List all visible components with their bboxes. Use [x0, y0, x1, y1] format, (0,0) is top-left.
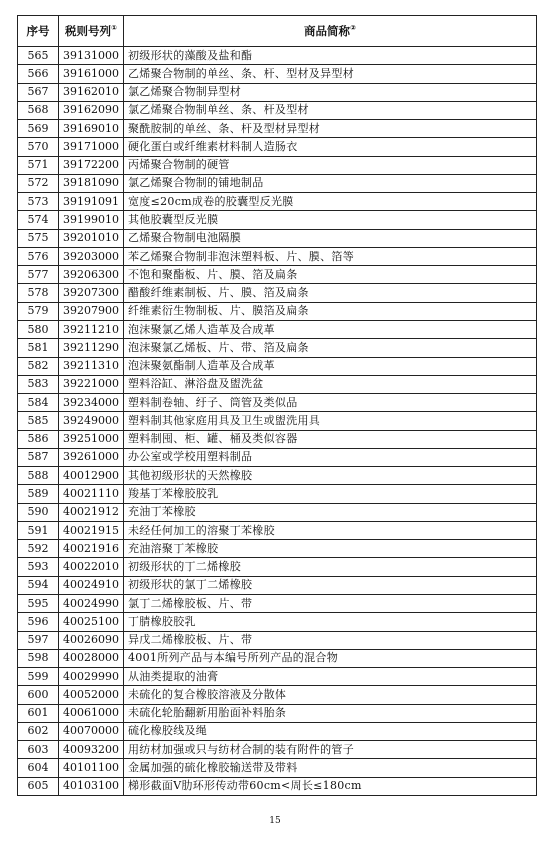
cell-tariff-code: 39162090: [59, 101, 124, 119]
cell-serial-number: 566: [18, 65, 59, 83]
header-tariff-code: 税则号列①: [59, 16, 124, 47]
cell-tariff-code: 40029990: [59, 668, 124, 686]
cell-serial-number: 567: [18, 83, 59, 101]
cell-tariff-code: 39211210: [59, 320, 124, 338]
cell-product-name: 金属加强的硫化橡胶输送带及带料: [124, 759, 537, 777]
cell-serial-number: 603: [18, 741, 59, 759]
table-row: [18, 211, 537, 229]
cell-tariff-code: 40070000: [59, 722, 124, 740]
cell-tariff-code: 39191091: [59, 193, 124, 211]
table-row: [18, 430, 537, 448]
cell-serial-number: 571: [18, 156, 59, 174]
header-product-name: 商品简称②: [124, 16, 537, 47]
cell-tariff-code: 39251000: [59, 430, 124, 448]
table-row: [18, 83, 537, 101]
cell-serial-number: 595: [18, 594, 59, 612]
cell-product-name: 丁腈橡胶胶乳: [124, 613, 537, 631]
cell-serial-number: 584: [18, 394, 59, 412]
table-row: [18, 302, 537, 320]
cell-product-name: 办公室或学校用塑料制品: [124, 448, 537, 466]
cell-tariff-code: 39211290: [59, 339, 124, 357]
cell-product-name: 羧基丁苯橡胶胶乳: [124, 485, 537, 503]
cell-product-name: 乙烯聚合物制的单丝、条、杆、型材及异型材: [124, 65, 537, 83]
cell-product-name: 泡沫聚氨酯制人造革及合成革: [124, 357, 537, 375]
cell-tariff-code: 39131000: [59, 47, 124, 65]
table-row: [18, 357, 537, 375]
cell-product-name: 初级形状的藻酸及盐和酯: [124, 47, 537, 65]
cell-tariff-code: 39261000: [59, 448, 124, 466]
cell-tariff-code: 40101100: [59, 759, 124, 777]
cell-serial-number: 580: [18, 320, 59, 338]
table-row: [18, 448, 537, 466]
cell-product-name: 宽度≤20cm成卷的胶囊型反光膜: [124, 193, 537, 211]
table-row: [18, 320, 537, 338]
cell-serial-number: 590: [18, 503, 59, 521]
table-row: [18, 649, 537, 667]
cell-serial-number: 565: [18, 47, 59, 65]
cell-serial-number: 602: [18, 722, 59, 740]
cell-serial-number: 587: [18, 448, 59, 466]
cell-serial-number: 570: [18, 138, 59, 156]
cell-product-name: 塑料制卷轴、纡子、筒管及类似品: [124, 394, 537, 412]
table-row: [18, 631, 537, 649]
cell-serial-number: 573: [18, 193, 59, 211]
table-row: [18, 686, 537, 704]
cell-product-name: 初级形状的氯丁二烯橡胶: [124, 576, 537, 594]
cell-product-name: 用纺材加强或只与纺材合制的装有附件的管子: [124, 741, 537, 759]
cell-serial-number: 589: [18, 485, 59, 503]
cell-product-name: 聚酰胺制的单丝、条、杆及型材异型材: [124, 120, 537, 138]
cell-tariff-code: 40024910: [59, 576, 124, 594]
cell-product-name: 氯丁二烯橡胶板、片、带: [124, 594, 537, 612]
cell-tariff-code: 39199010: [59, 211, 124, 229]
table-row: [18, 101, 537, 119]
cell-product-name: 初级形状的丁二烯橡胶: [124, 558, 537, 576]
cell-tariff-code: 40021915: [59, 521, 124, 539]
table-row: [18, 247, 537, 265]
cell-product-name: 纤维素衍生物制板、片、膜箔及扁条: [124, 302, 537, 320]
table-row: [18, 339, 537, 357]
cell-product-name: 乙烯聚合物制电池隔膜: [124, 229, 537, 247]
cell-tariff-code: 39203000: [59, 247, 124, 265]
table-row: [18, 594, 537, 612]
cell-tariff-code: 39181090: [59, 174, 124, 192]
table-row: [18, 174, 537, 192]
cell-product-name: 未经任何加工的溶聚丁苯橡胶: [124, 521, 537, 539]
cell-tariff-code: 40021110: [59, 485, 124, 503]
cell-tariff-code: 39162010: [59, 83, 124, 101]
cell-tariff-code: 39169010: [59, 120, 124, 138]
cell-serial-number: 588: [18, 467, 59, 485]
cell-tariff-code: 40061000: [59, 704, 124, 722]
table-row: [18, 485, 537, 503]
table-row: [18, 722, 537, 740]
cell-serial-number: 593: [18, 558, 59, 576]
cell-serial-number: 597: [18, 631, 59, 649]
table-row: [18, 375, 537, 393]
table-row: [18, 576, 537, 594]
cell-product-name: 梯形截面V肋环形传动带60cm<周长≤180cm: [124, 777, 537, 795]
cell-tariff-code: 40024990: [59, 594, 124, 612]
table-row: [18, 521, 537, 539]
cell-tariff-code: 40052000: [59, 686, 124, 704]
table-row: [18, 138, 537, 156]
cell-serial-number: 586: [18, 430, 59, 448]
table-row: [18, 266, 537, 284]
cell-serial-number: 572: [18, 174, 59, 192]
table-row: [18, 759, 537, 777]
cell-serial-number: 581: [18, 339, 59, 357]
cell-product-name: 4001所列产品与本编号所列产品的混合物: [124, 649, 537, 667]
footnote-marker: ①: [111, 24, 117, 33]
cell-tariff-code: 40025100: [59, 613, 124, 631]
cell-product-name: 异戊二烯橡胶板、片、带: [124, 631, 537, 649]
table-row: [18, 540, 537, 558]
cell-tariff-code: 39171000: [59, 138, 124, 156]
cell-tariff-code: 39161000: [59, 65, 124, 83]
cell-serial-number: 577: [18, 266, 59, 284]
table-row: [18, 193, 537, 211]
table-row: [18, 668, 537, 686]
table-row: [18, 229, 537, 247]
table-row: [18, 777, 537, 795]
cell-serial-number: 568: [18, 101, 59, 119]
tariff-table: [17, 15, 537, 796]
cell-tariff-code: 39207300: [59, 284, 124, 302]
cell-tariff-code: 39234000: [59, 394, 124, 412]
cell-serial-number: 574: [18, 211, 59, 229]
cell-product-name: 不饱和聚酯板、片、膜、箔及扁条: [124, 266, 537, 284]
cell-serial-number: 576: [18, 247, 59, 265]
cell-tariff-code: 39207900: [59, 302, 124, 320]
cell-product-name: 氯乙烯聚合物制单丝、条、杆及型材: [124, 101, 537, 119]
cell-product-name: 泡沫聚氯乙烯板、片、带、箔及扁条: [124, 339, 537, 357]
cell-tariff-code: 39172200: [59, 156, 124, 174]
cell-product-name: 醋酸纤维素制板、片、膜、箔及扁条: [124, 284, 537, 302]
cell-product-name: 丙烯聚合物制的硬管: [124, 156, 537, 174]
cell-serial-number: 592: [18, 540, 59, 558]
cell-product-name: 硫化橡胶线及绳: [124, 722, 537, 740]
page-number: 15: [269, 816, 281, 826]
cell-tariff-code: 39249000: [59, 412, 124, 430]
table-row: [18, 467, 537, 485]
table-body: [18, 47, 537, 796]
table-row: [18, 394, 537, 412]
cell-tariff-code: 39221000: [59, 375, 124, 393]
cell-serial-number: 605: [18, 777, 59, 795]
cell-product-name: 泡沫聚氯乙烯人造革及合成革: [124, 320, 537, 338]
table-header-row: [18, 16, 537, 47]
footnote-marker: ②: [350, 24, 356, 33]
table-row: [18, 558, 537, 576]
cell-product-name: 氯乙烯聚合物制的铺地制品: [124, 174, 537, 192]
cell-product-name: 从油类提取的油膏: [124, 668, 537, 686]
cell-serial-number: 600: [18, 686, 59, 704]
header-serial-number: 序号: [18, 16, 59, 47]
table-row: [18, 613, 537, 631]
cell-tariff-code: 40026090: [59, 631, 124, 649]
cell-product-name: 未硫化轮胎翻新用胎面补料胎条: [124, 704, 537, 722]
cell-serial-number: 599: [18, 668, 59, 686]
cell-tariff-code: 39206300: [59, 266, 124, 284]
table-row: [18, 156, 537, 174]
cell-serial-number: 596: [18, 613, 59, 631]
cell-tariff-code: 40021912: [59, 503, 124, 521]
cell-tariff-code: 40012900: [59, 467, 124, 485]
cell-serial-number: 579: [18, 302, 59, 320]
cell-product-name: 塑料浴缸、淋浴盘及盥洗盆: [124, 375, 537, 393]
cell-product-name: 充油溶聚丁苯橡胶: [124, 540, 537, 558]
table-row: [18, 120, 537, 138]
table-row: [18, 741, 537, 759]
cell-tariff-code: 39211310: [59, 357, 124, 375]
table-row: [18, 503, 537, 521]
cell-serial-number: 575: [18, 229, 59, 247]
cell-serial-number: 598: [18, 649, 59, 667]
cell-tariff-code: 40028000: [59, 649, 124, 667]
table-row: [18, 47, 537, 65]
cell-product-name: 硬化蛋白或纤维素材料制人造肠衣: [124, 138, 537, 156]
table-row: [18, 65, 537, 83]
cell-tariff-code: 39201010: [59, 229, 124, 247]
cell-serial-number: 594: [18, 576, 59, 594]
cell-serial-number: 583: [18, 375, 59, 393]
cell-product-name: 未硫化的复合橡胶溶液及分散体: [124, 686, 537, 704]
cell-product-name: 其他胶囊型反光膜: [124, 211, 537, 229]
cell-product-name: 苯乙烯聚合物制非泡沫塑料板、片、膜、箔等: [124, 247, 537, 265]
cell-serial-number: 601: [18, 704, 59, 722]
cell-serial-number: 591: [18, 521, 59, 539]
cell-tariff-code: 40093200: [59, 741, 124, 759]
table-row: [18, 284, 537, 302]
table-row: [18, 704, 537, 722]
cell-tariff-code: 40022010: [59, 558, 124, 576]
cell-serial-number: 604: [18, 759, 59, 777]
cell-product-name: 塑料制其他家庭用具及卫生或盥洗用具: [124, 412, 537, 430]
cell-serial-number: 585: [18, 412, 59, 430]
cell-product-name: 其他初级形状的天然橡胶: [124, 467, 537, 485]
table-row: [18, 412, 537, 430]
cell-tariff-code: 40103100: [59, 777, 124, 795]
cell-serial-number: 582: [18, 357, 59, 375]
cell-tariff-code: 40021916: [59, 540, 124, 558]
cell-product-name: 充油丁苯橡胶: [124, 503, 537, 521]
cell-serial-number: 578: [18, 284, 59, 302]
cell-product-name: 氯乙烯聚合物制异型材: [124, 83, 537, 101]
cell-serial-number: 569: [18, 120, 59, 138]
cell-product-name: 塑料制囤、柜、罐、桶及类似容器: [124, 430, 537, 448]
